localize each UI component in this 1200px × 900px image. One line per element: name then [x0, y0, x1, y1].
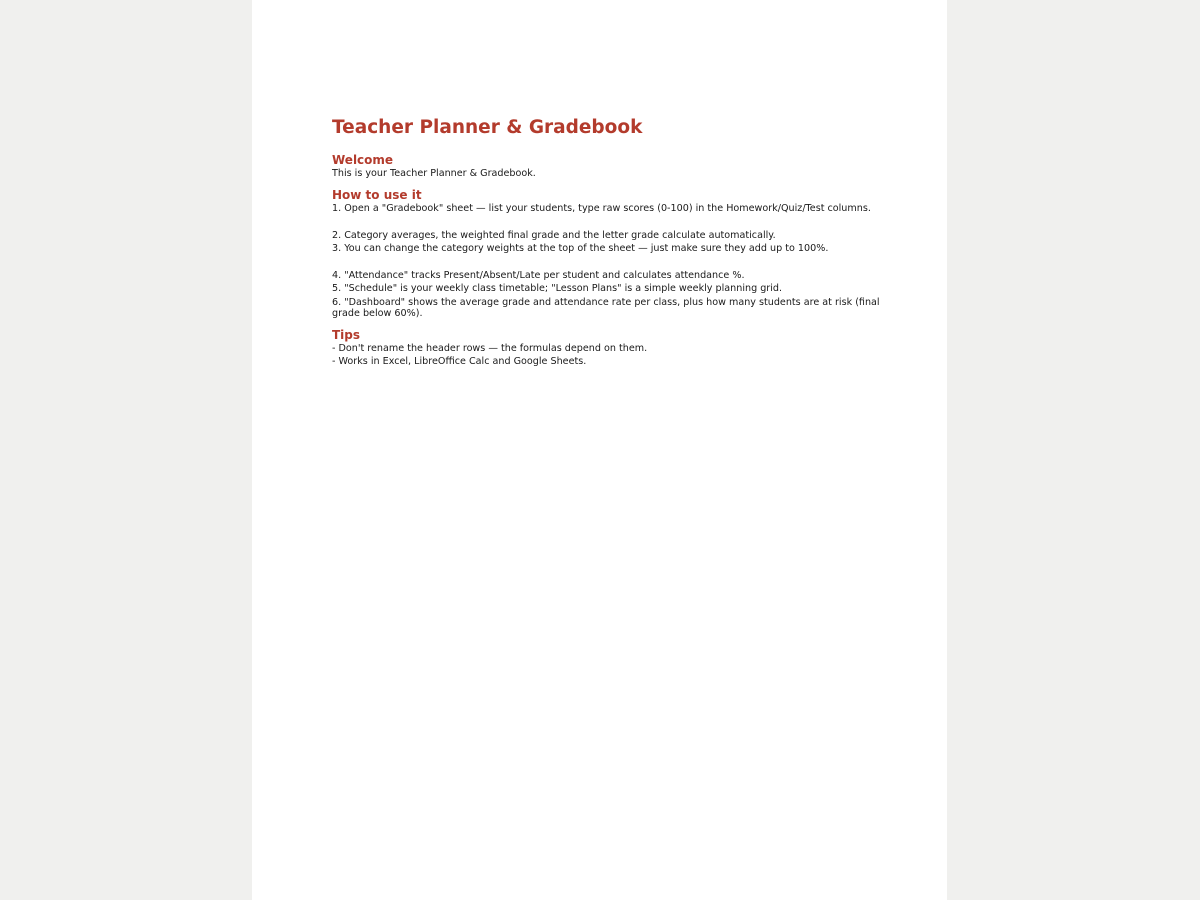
- document-title: Teacher Planner & Gradebook: [332, 117, 643, 138]
- tip-item-1: - Don't rename the header rows — the formulas depend on them.: [332, 342, 648, 354]
- welcome-text: This is your Teacher Planner & Gradebook.: [332, 168, 536, 179]
- how-to-step-3: 3. You can change the category weights at the top of the sheet — just make sure they add up to 100%.: [332, 243, 829, 254]
- how-to-use-heading: How to use it: [332, 188, 422, 202]
- how-to-step-6: 6. "Dashboard" shows the average grade and attendance rate per class, plus how many students are at risk (final grade below 60%).: [332, 296, 880, 319]
- tip-item-2: - Works in Excel, LibreOffice Calc and Google Sheets.: [332, 356, 587, 367]
- how-to-step-5: 5. "Schedule" is your weekly class timetable; "Lesson Plans" is a simple weekly planning grid.: [332, 283, 783, 294]
- how-to-step-4: 4. "Attendance" tracks Present/Absent/Late per student and calculates attendance %.: [332, 269, 745, 281]
- tips-heading: Tips: [332, 327, 361, 342]
- how-to-step-2: 2. Category averages, the weighted final grade and the letter grade calculate automatically.: [332, 229, 776, 241]
- page-content: [332, 116, 892, 367]
- welcome-heading: Welcome: [332, 153, 394, 167]
- document-page: [252, 0, 947, 900]
- how-to-step-1: 1. Open a "Gradebook" sheet — list your students, type raw scores (0-100) in the Homework/Quiz/Test columns.: [332, 203, 871, 214]
